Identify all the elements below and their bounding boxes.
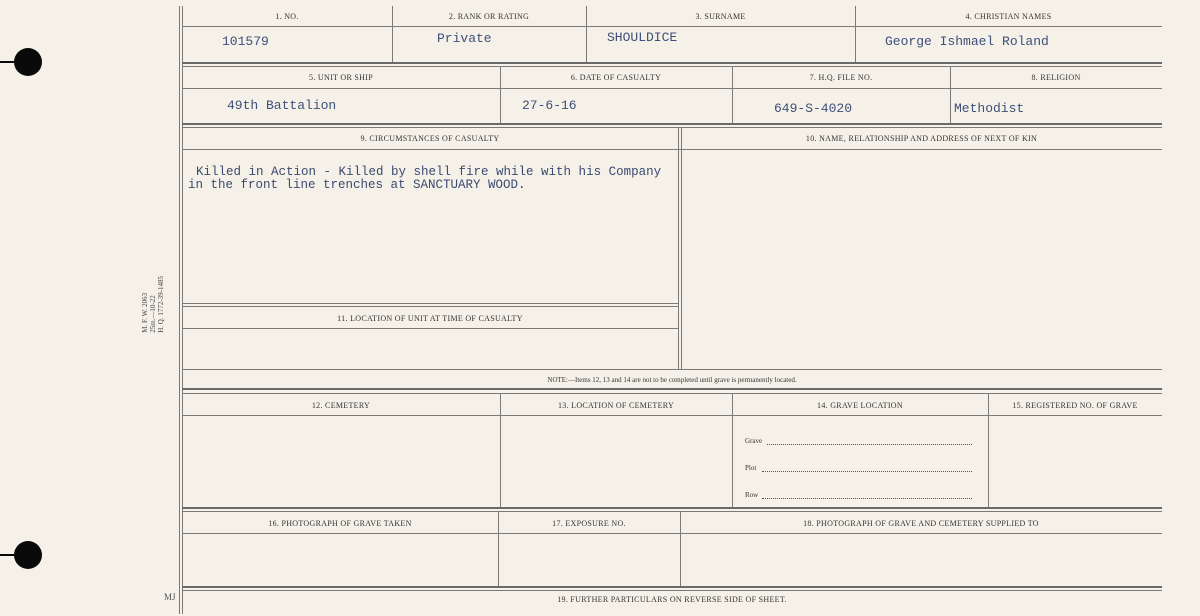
location-unit-header-rule — [182, 328, 678, 329]
field-christian-names-value: George Ishmael Roland — [885, 34, 1049, 49]
field-christian-names-label: 4. CHRISTIAN NAMES — [965, 12, 1052, 21]
field-unit-value: 49th Battalion — [227, 98, 337, 113]
row4-bottom-rule — [182, 507, 1162, 509]
print-code-line1: M. F. W. 2063 — [141, 292, 149, 333]
row5-header-rule — [182, 533, 1162, 534]
field-unit-label: 5. UNIT OR SHIP — [309, 73, 373, 82]
field-religion-label: 8. RELIGION — [1031, 73, 1081, 82]
field-photo-supplied-label: 18. PHOTOGRAPH OF GRAVE AND CEMETERY SUPPLIED TO — [803, 519, 1039, 528]
row5-top-rule — [182, 511, 1162, 512]
field-circumstances-label: 9. CIRCUMSTANCES OF CASUALTY — [360, 134, 500, 143]
note-top-rule — [182, 369, 1162, 370]
field-photo-taken-label: 16. PHOTOGRAPH OF GRAVE TAKEN — [268, 519, 412, 528]
field-no-label: 1. NO. — [275, 12, 299, 21]
field-location-cemetery-label: 13. LOCATION OF CEMETERY — [557, 401, 675, 410]
location-unit-top-rule-2 — [182, 306, 678, 307]
grave-line-label: Grave — [745, 437, 763, 445]
grave-line — [767, 443, 972, 445]
punch-hole-bottom-tail — [0, 554, 18, 556]
row1-header-rule — [182, 26, 1162, 27]
field-exposure-label: 17. EXPOSURE NO. — [552, 519, 626, 528]
row3-header-rule — [182, 149, 1162, 150]
row-line-label: Row — [745, 491, 759, 499]
footer-top-rule — [182, 590, 1162, 591]
row3-divider-inner — [681, 127, 682, 369]
row4-divider-2 — [732, 393, 733, 507]
row3-top-rule — [182, 127, 1162, 128]
print-code-line2: 25m.—10-22 — [149, 295, 157, 333]
circumstances-line2: in the front line trenches at SANCTUARY WOOD. — [188, 178, 526, 192]
row5-bottom-rule — [182, 586, 1162, 588]
left-border — [179, 6, 180, 614]
row2-bottom-rule — [182, 123, 1162, 125]
field-date-label: 6. DATE OF CASUALTY — [570, 73, 662, 82]
corner-mark: MJ — [164, 592, 176, 602]
field-location-unit-label: 11. LOCATION OF UNIT AT TIME OF CASUALTY — [337, 314, 523, 323]
field-file-no-value: 649-S-4020 — [774, 101, 853, 116]
row1-bottom-rule — [182, 62, 1162, 64]
print-code-line3: H. Q. 1772-39-1485 — [157, 276, 165, 333]
field-grave-location-label: 14. GRAVE LOCATION — [817, 401, 903, 410]
plot-line-label: Plot — [745, 464, 757, 472]
row4-top-rule — [182, 393, 1162, 394]
row4-header-rule — [182, 415, 1162, 416]
circumstances-line1: Killed in Action - Killed by shell fire while with his Company — [196, 165, 662, 179]
field-registered-no-label: 15. REGISTERED NO. OF GRAVE — [1012, 401, 1138, 410]
row3-divider — [678, 127, 679, 369]
row4-divider-1 — [500, 393, 501, 507]
field-no-value: 101579 — [222, 34, 269, 49]
field-cemetery-label: 12. CEMETERY — [311, 401, 371, 410]
field-rank-value: Private — [437, 31, 492, 46]
punch-hole-bottom — [14, 541, 42, 569]
field-surname-label: 3. SURNAME — [695, 12, 746, 21]
row4-divider-3 — [988, 393, 989, 507]
punch-hole-top — [14, 48, 42, 76]
row2-top-rule — [182, 66, 1162, 67]
further-particulars-label: 19. FURTHER PARTICULARS ON REVERSE SIDE OF SHEET. — [557, 595, 787, 604]
field-file-no-label: 7. H.Q. FILE NO. — [809, 73, 873, 82]
field-date-value: 27-6-16 — [522, 98, 577, 113]
field-religion-value: Methodist — [954, 101, 1025, 116]
plot-line — [762, 470, 972, 472]
location-unit-top-rule — [182, 303, 678, 304]
grave-note: NOTE:—Items 12, 13 and 14 are not to be completed until grave is permanently located. — [547, 376, 797, 384]
field-surname-value: SHOULDICE — [607, 30, 678, 45]
field-next-of-kin-label: 10. NAME, RELATIONSHIP AND ADDRESS OF NEXT OF KIN — [805, 134, 1038, 143]
field-rank-label: 2. RANK OR RATING — [448, 12, 530, 21]
punch-hole-top-tail — [0, 61, 18, 63]
form-print-code — [141, 276, 165, 333]
note-bottom-rule — [182, 388, 1162, 390]
row2-header-rule — [182, 88, 1162, 89]
row-line — [762, 497, 972, 499]
